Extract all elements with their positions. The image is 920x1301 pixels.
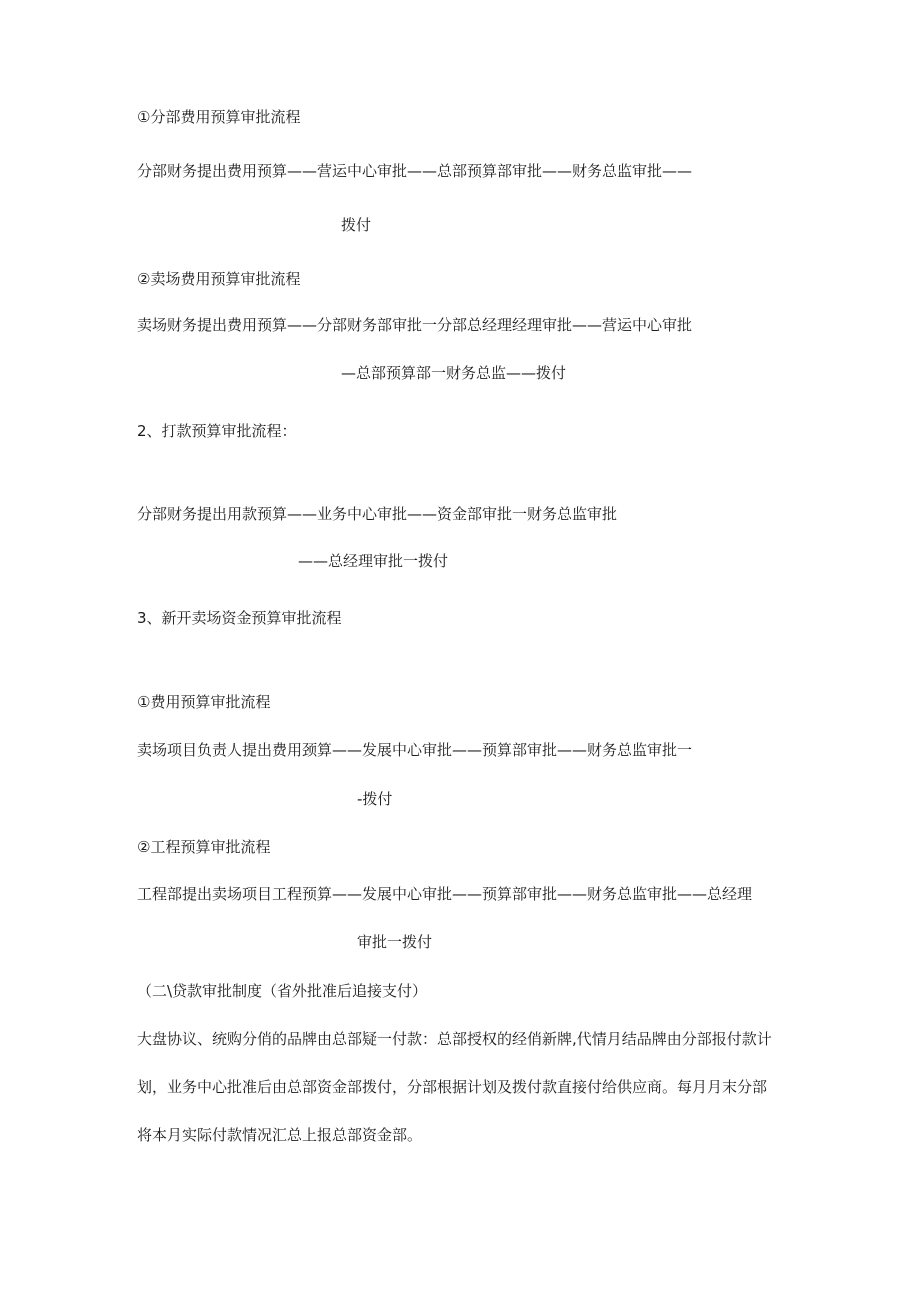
flow-line: 分部财务提出费用预算——营运中心审批——总部预算部审批——财务总监审批—— xyxy=(137,162,693,180)
section-1-heading: ①分部费用预算审批流程 xyxy=(137,108,301,126)
flow-line: 卖场财务提出费用预算——分部财务部审批一分部总经理经理审批——营运中心审批 xyxy=(137,316,693,334)
flow-line: 分部财务提出用款预算——业务中心审批——资金部审批一财务总监审批 xyxy=(137,505,618,523)
payment-flow-heading: 2、打款预算审批流程： xyxy=(137,422,297,440)
flow-line: -拨付 xyxy=(357,790,393,808)
flow-line: —总部预算部一财务总监——拨付 xyxy=(341,364,567,382)
engineering-flow-heading: ②工程预算审批流程 xyxy=(137,838,271,856)
flow-line: 审批一拨付 xyxy=(357,933,433,951)
flow-line: ——总经理审批一拨付 xyxy=(298,552,449,570)
flow-line: 拨付 xyxy=(341,216,372,234)
section-2-heading: ②卖场费用预算审批流程 xyxy=(137,270,301,288)
loan-approval-heading: （二\贷款审批制度（省外批准后追接支付） xyxy=(137,982,428,1000)
body-paragraph-line: 将本月实际付款情况汇总上报总部资金部。 xyxy=(137,1126,423,1144)
flow-line: 工程部提出卖场项目工程预算——发展中心审批——预算部审批——财务总监审批——总经理 xyxy=(137,885,753,903)
body-paragraph-line: 划，业务中心批准后由总部资金部拨付，分部根据计划及拨付款直接付给供应商。每月月末分部 xyxy=(137,1078,768,1096)
body-paragraph-line: 大盘协议、统购分俏的品牌由总部疑一付款：总部授权的经俏新牌,代情月结品牌由分部报付款计 xyxy=(137,1030,772,1048)
new-store-flow-heading: 3、新开卖场资金预算审批流程 xyxy=(137,609,342,627)
flow-line: 卖场项目负责人提出费用颈算——发展中心审批——预算部审批——财务总监审批一 xyxy=(137,741,693,759)
expense-flow-heading: ①费用预算审批流程 xyxy=(137,693,271,711)
